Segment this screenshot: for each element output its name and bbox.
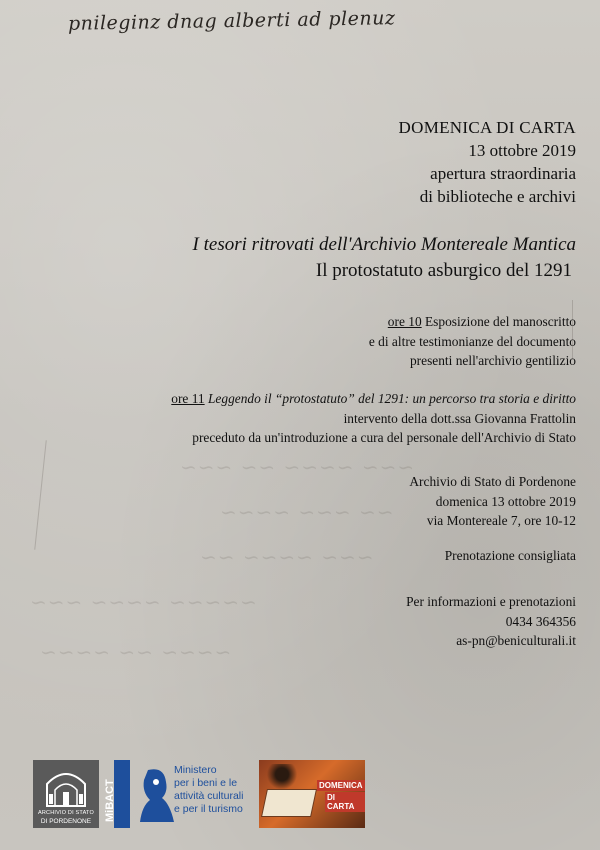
event-date: 13 ottobre 2019 — [468, 141, 576, 160]
archivio-pordenone-logo — [33, 760, 99, 828]
mibact-text-line: attività culturali — [174, 790, 244, 802]
paper-crease — [34, 440, 46, 550]
exhibit-subtitle: Il protostatuto asburgico del 1291 — [315, 260, 572, 281]
program-time-2: ore 11 — [171, 391, 205, 406]
program-line: Esposizione del manoscritto — [425, 314, 576, 329]
figure-icon — [267, 764, 297, 790]
program-line: intervento della dott.ssa Giovanna Frattolin — [343, 410, 576, 426]
booking-note: Prenotazione consigliata — [444, 548, 576, 563]
exhibit-title: I tesori ritrovati dell'Archivio Montereale Mantica — [192, 234, 576, 255]
archive-logo-line2: DI PORDENONE — [40, 818, 92, 825]
background-manuscript-text: ∽∽∽ ∽∽∽∽ ∽∽∽∽∽ — [30, 590, 258, 614]
venue-address: via Montereale 7, ore 10-12 — [426, 513, 576, 528]
mibact-text — [174, 764, 250, 816]
domenica-logo-line1: DOMENICA — [319, 781, 363, 790]
venue-block — [409, 472, 576, 531]
classical-bust-icon — [134, 766, 178, 824]
mibact-text-line: e per il turismo — [174, 803, 243, 815]
program-line: presenti nell'archivio gentilizio — [409, 353, 576, 368]
background-manuscript-text: ∽∽∽∽ ∽∽∽ ∽∽ — [220, 500, 395, 524]
mibact-band — [104, 760, 130, 828]
program-item-1 — [369, 312, 576, 371]
event-title-block — [399, 116, 576, 208]
venue-name: Archivio di Stato di Pordenone — [409, 474, 576, 489]
info-email: as-pn@beniculturali.it — [456, 633, 576, 648]
domenica-logo-line2: DI CARTA — [325, 792, 365, 812]
program-title-2: Leggendo il “protostatuto” del 1291: un percorso tra storia e diritto — [207, 391, 576, 406]
event-subtitle-line1: apertura straordinaria — [430, 164, 576, 183]
book-icon — [262, 790, 316, 816]
mibact-text-line: per i beni e le — [174, 777, 238, 789]
domenica-di-carta-logo — [259, 760, 365, 828]
manuscript-heading: pnileginz dnag alberti ad plenuz — [67, 7, 396, 35]
venue-date: domenica 13 ottobre 2019 — [435, 493, 576, 509]
program-time-1: ore 10 — [387, 314, 422, 329]
exhibit-block — [193, 232, 576, 284]
info-block — [406, 592, 576, 651]
program-line: preceduto da un'introduzione a cura del personale dell'Archivio di Stato — [192, 430, 576, 445]
event-name: DOMENICA DI CARTA — [398, 118, 576, 137]
event-subtitle-line2: di biblioteche e archivi — [419, 187, 576, 206]
program-line: e di altre testimonianze del documento — [368, 333, 576, 349]
info-label: Per informazioni e prenotazioni — [406, 594, 576, 609]
mibact-text-line: Ministero — [174, 764, 217, 776]
info-phone: 0434 364356 — [505, 613, 576, 629]
program-item-2 — [171, 389, 576, 448]
background-manuscript-text: ∽∽∽∽ ∽∽ ∽∽∽∽ — [40, 640, 233, 664]
mibact-logo — [104, 760, 247, 828]
mibact-band-text: MiBACT — [104, 779, 116, 822]
background-manuscript-text: ∽∽ ∽∽∽∽ ∽∽∽ — [200, 545, 375, 569]
background-manuscript-text: ∽∽∽ ∽∽ ∽∽∽∽ ∽∽∽ — [180, 455, 416, 479]
archive-logo-line1: ARCHIVIO DI STATO — [38, 810, 94, 816]
building-icon — [41, 766, 91, 808]
